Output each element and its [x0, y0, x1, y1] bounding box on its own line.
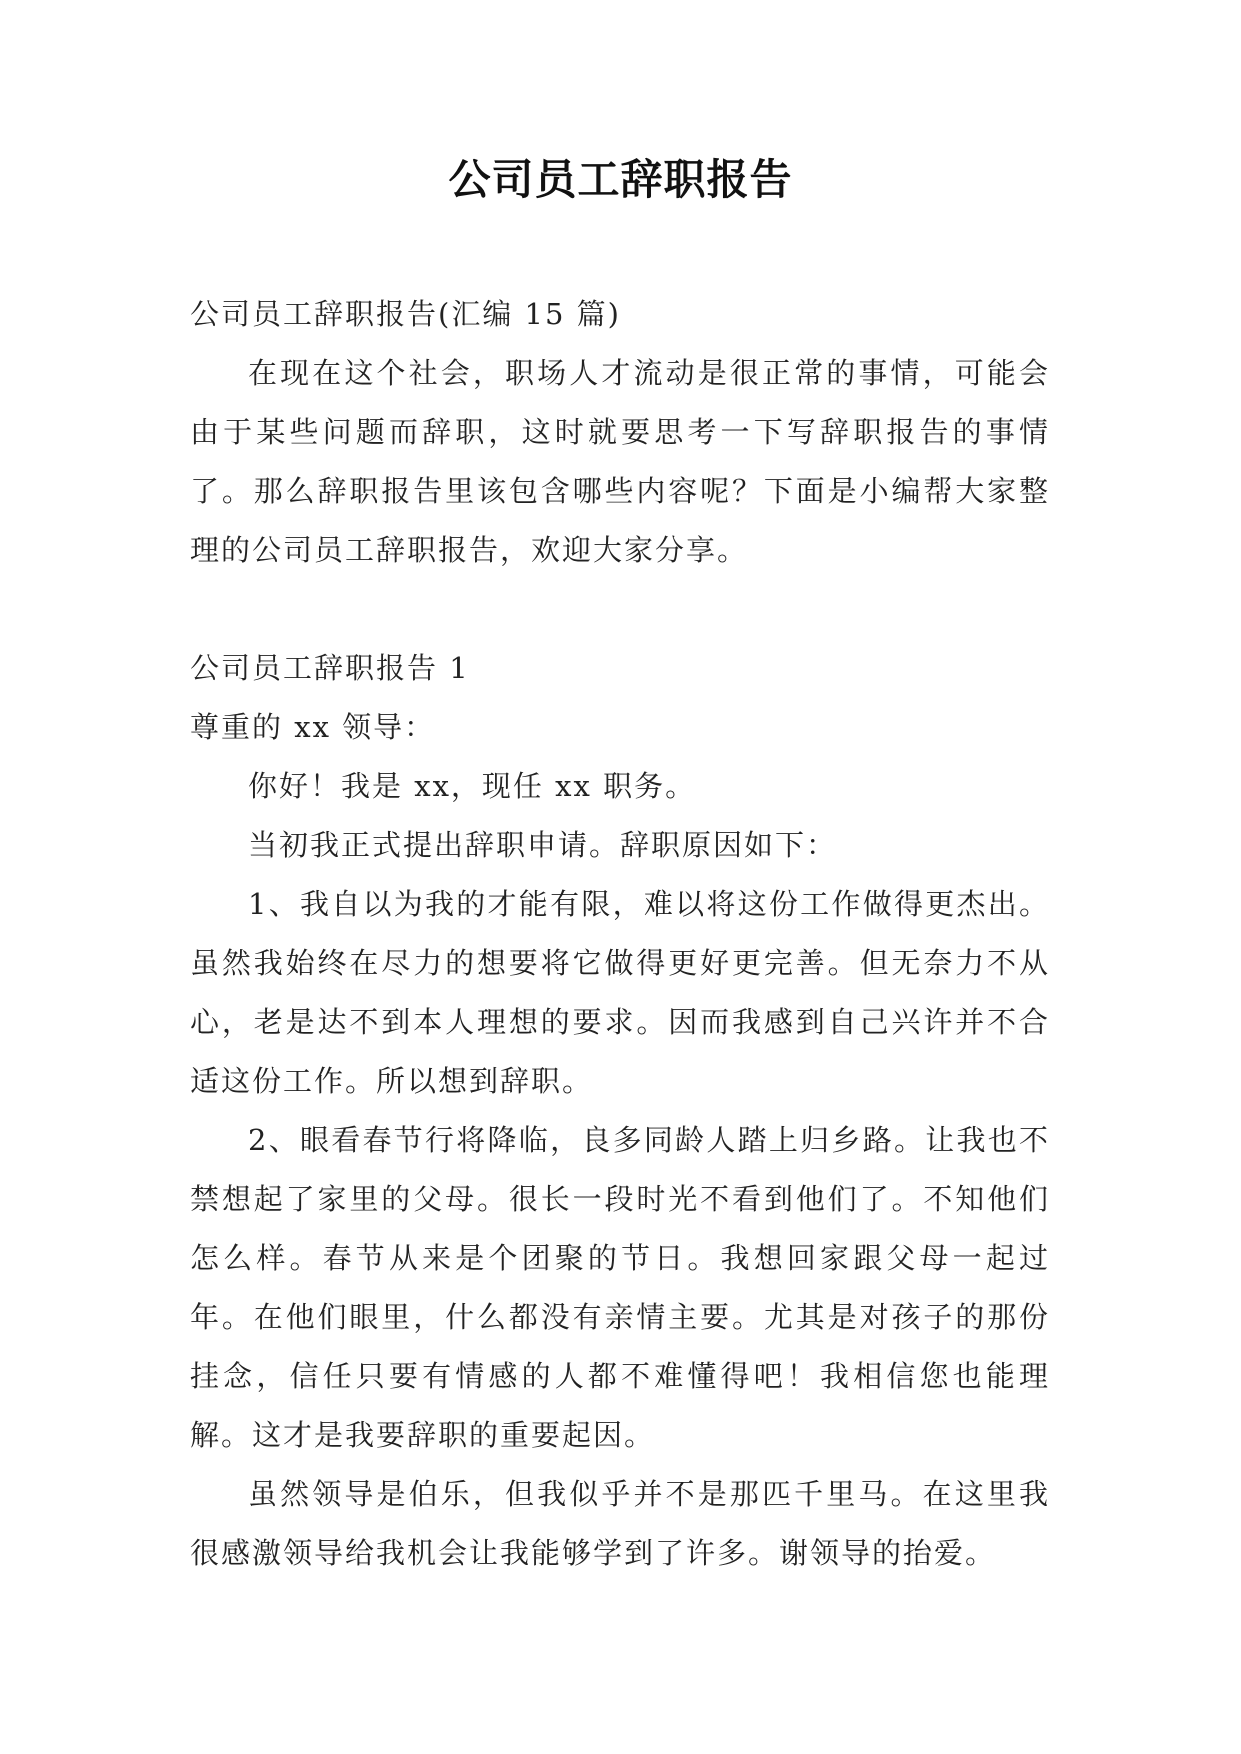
body-paragraph: 当初我正式提出辞职申请。辞职原因如下： — [248, 828, 838, 862]
section-heading: 公司员工辞职报告 1 — [190, 651, 470, 685]
document-title: 公司员工辞职报告 — [448, 155, 793, 204]
body-paragraph: 虽然领导是伯乐，但我似乎并不是那匹千里马。在这里我很感激领导给我机会让我能够学到了许多。谢领导的抬爱。 — [190, 1477, 1050, 1570]
body-paragraph: 2、眼看春节行将降临，良多同龄人踏上归乡路。让我也不禁想起了家里的父母。很长一段时光不看到他们了。不知他们怎么样。春节从来是个团聚的节日。我想回家跟父母一起过年。在他们眼里，什么都没有亲情主要。尤其是对孩子的那份挂念，信任只要有情感的人都不难懂得吧！我相信您也能理解。这才是我要辞职的重要起因。 — [190, 1123, 1050, 1452]
document-body — [190, 285, 1050, 1583]
body-paragraph: 1、我自以为我的才能有限，难以将这份工作做得更杰出。虽然我始终在尽力的想要将它做得更好更完善。但无奈力不从心，老是达不到本人理想的要求。因而我感到自己兴许并不合适这份工作。所以想到辞职。 — [190, 887, 1050, 1098]
document-subtitle: 公司员工辞职报告(汇编 15 篇) — [190, 297, 621, 331]
intro-paragraph: 在现在这个社会，职场人才流动是很正常的事情，可能会由于某些问题而辞职，这时就要思考一下写辞职报告的事情了。那么辞职报告里该包含哪些内容呢？下面是小编帮大家整理的公司员工辞职报告，欢迎大家分享。 — [190, 356, 1050, 567]
body-paragraph: 你好！我是 xx，现任 xx 职务。 — [248, 769, 697, 803]
salutation: 尊重的 xx 领导： — [190, 710, 436, 744]
